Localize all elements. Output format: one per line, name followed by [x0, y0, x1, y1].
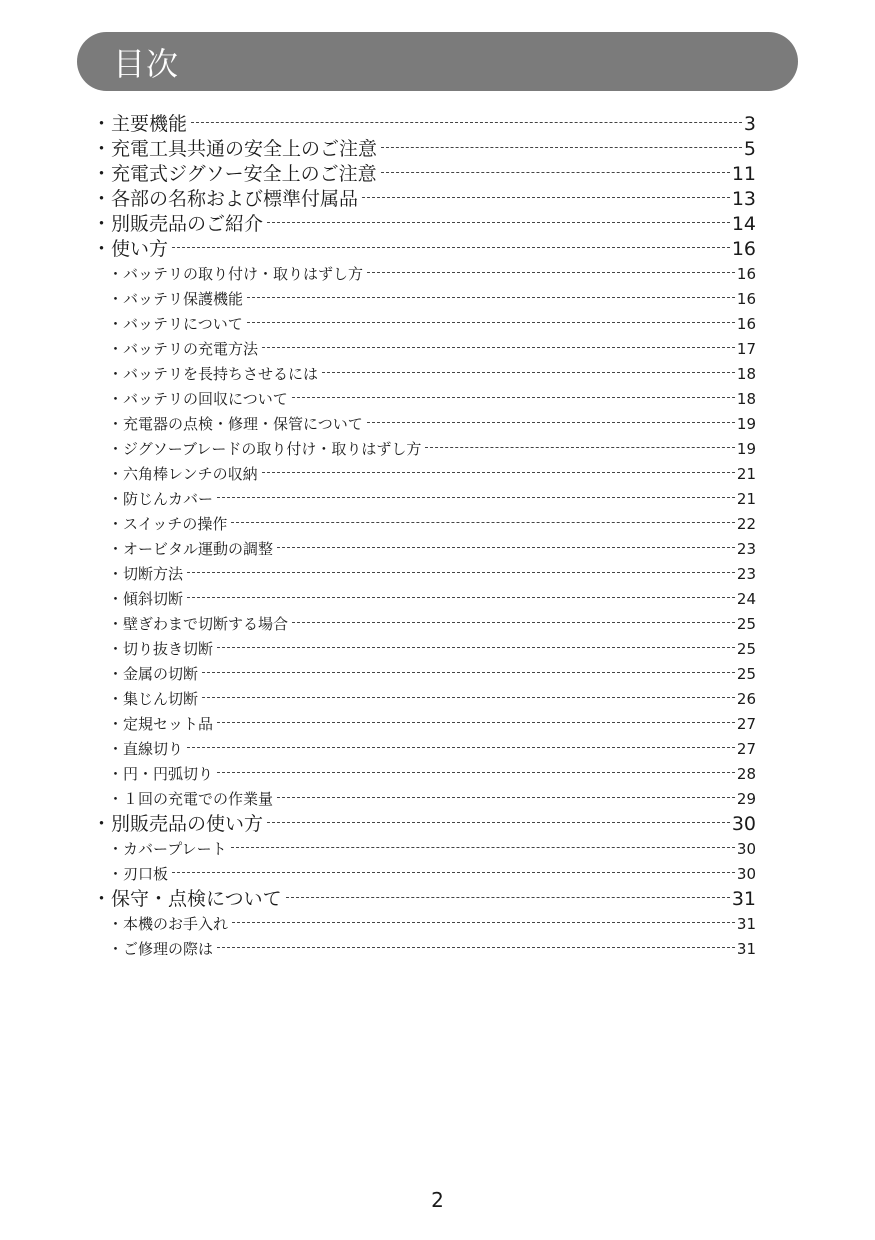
toc-leader-dashes	[262, 472, 735, 473]
toc-entry-page: 23	[736, 565, 756, 583]
toc-leader-dashes	[381, 172, 730, 173]
toc-subentry[interactable]	[92, 612, 756, 637]
toc-entry-label: ・防じんカバー	[108, 490, 214, 508]
toc-entry-page: 5	[743, 138, 756, 160]
toc-subentry[interactable]	[92, 487, 756, 512]
toc-leader-dashes	[267, 222, 730, 223]
toc-leader-dashes	[362, 197, 730, 198]
toc-leader-dashes	[187, 747, 735, 748]
toc-entry-page: 26	[736, 690, 756, 708]
toc-subentry[interactable]	[92, 437, 756, 462]
toc-leader-dashes	[367, 272, 735, 273]
toc-entry-label: ・スイッチの操作	[108, 515, 228, 533]
toc-entry-page: 30	[736, 840, 756, 858]
toc-entry-page: 19	[736, 415, 756, 433]
toc-leader-dashes	[262, 347, 735, 348]
title-bar	[77, 32, 798, 91]
toc-subentry[interactable]	[92, 737, 756, 762]
toc-entry-page: 29	[736, 790, 756, 808]
toc-leader-dashes	[232, 922, 735, 923]
toc-entry-page: 21	[736, 465, 756, 483]
toc-entry-page: 25	[736, 640, 756, 658]
toc-entry-label: ・別販売品の使い方	[92, 813, 264, 835]
toc-leader-dashes	[217, 647, 735, 648]
toc-entry-label: ・定規セット品	[108, 715, 214, 733]
toc-entry-page: 14	[731, 213, 756, 235]
toc-entry-label: ・切断方法	[108, 565, 184, 583]
toc-entry-page: 31	[731, 888, 756, 910]
toc-leader-dashes	[217, 722, 735, 723]
toc-subentry[interactable]	[92, 637, 756, 662]
toc-leader-dashes	[231, 522, 735, 523]
toc-entry-page: 18	[736, 365, 756, 383]
toc-entry-label: ・バッテリ保護機能	[108, 290, 244, 308]
toc-subentry[interactable]	[92, 312, 756, 337]
toc-entry[interactable]	[92, 187, 756, 212]
toc-entry-page: 17	[736, 340, 756, 358]
toc-leader-dashes	[247, 297, 735, 298]
toc-entry-label: ・六角棒レンチの収納	[108, 465, 258, 483]
toc-entry-page: 22	[736, 515, 756, 533]
toc-leader-dashes	[187, 572, 735, 573]
toc-subentry[interactable]	[92, 687, 756, 712]
toc-entry-page: 27	[736, 740, 756, 758]
toc-entry[interactable]	[92, 887, 756, 912]
toc-leader-dashes	[381, 147, 742, 148]
toc-entry-page: 23	[736, 540, 756, 558]
toc-entry-label: ・バッテリの回収について	[108, 390, 288, 408]
toc-entry-page: 16	[731, 238, 756, 260]
toc-leader-dashes	[217, 497, 735, 498]
toc-entry-page: 18	[736, 390, 756, 408]
toc-entry-page: 24	[736, 590, 756, 608]
toc-subentry[interactable]	[92, 512, 756, 537]
toc-entry-page: 31	[736, 915, 756, 933]
table-of-contents	[92, 112, 756, 962]
toc-entry[interactable]	[92, 812, 756, 837]
toc-entry-label: ・使い方	[92, 238, 169, 260]
toc-entry-page: 13	[731, 188, 756, 210]
toc-leader-dashes	[367, 422, 735, 423]
toc-subentry[interactable]	[92, 837, 756, 862]
toc-leader-dashes	[292, 622, 735, 623]
toc-entry-label: ・保守・点検について	[92, 888, 282, 910]
toc-leader-dashes	[277, 547, 735, 548]
toc-entry-page: 31	[736, 940, 756, 958]
toc-entry-page: 25	[736, 665, 756, 683]
toc-entry-label: ・傾斜切断	[108, 590, 184, 608]
toc-entry-label: ・主要機能	[92, 113, 188, 135]
toc-leader-dashes	[247, 322, 735, 323]
toc-entry-label: ・バッテリを長持ちさせるには	[108, 365, 319, 383]
toc-subentry[interactable]	[92, 362, 756, 387]
toc-leader-dashes	[202, 672, 735, 673]
toc-entry-label: ・充電器の点検・修理・保管について	[108, 415, 363, 433]
toc-entry-label: ・１回の充電での作業量	[108, 790, 274, 808]
toc-entry-label: ・カバープレート	[108, 840, 227, 858]
toc-entry[interactable]	[92, 112, 756, 137]
toc-subentry[interactable]	[92, 762, 756, 787]
toc-entry-page: 25	[736, 615, 756, 633]
toc-subentry[interactable]	[92, 537, 756, 562]
toc-leader-dashes	[277, 797, 735, 798]
toc-subentry[interactable]	[92, 662, 756, 687]
toc-leader-dashes	[286, 897, 730, 898]
toc-entry-label: ・集じん切断	[108, 690, 199, 708]
toc-leader-dashes	[187, 597, 735, 598]
toc-entry-label: ・ご修理の際は	[108, 940, 214, 958]
toc-entry-page: 16	[736, 315, 756, 333]
toc-entry-label: ・金属の切断	[108, 665, 199, 683]
toc-entry-page: 11	[731, 163, 756, 185]
toc-subentry[interactable]	[92, 912, 756, 937]
toc-leader-dashes	[172, 872, 735, 873]
toc-leader-dashes	[425, 447, 735, 448]
toc-entry-label: ・充電工具共通の安全上のご注意	[92, 138, 378, 160]
toc-entry-label: ・別販売品のご紹介	[92, 213, 264, 235]
toc-entry-label: ・バッテリの充電方法	[108, 340, 259, 358]
toc-leader-dashes	[217, 772, 735, 773]
toc-entry-label: ・刃口板	[108, 865, 169, 883]
toc-subentry[interactable]	[92, 562, 756, 587]
toc-entry-page: 30	[731, 813, 756, 835]
toc-subentry[interactable]	[92, 337, 756, 362]
toc-subentry[interactable]	[92, 462, 756, 487]
toc-entry-label: ・ジグソーブレードの取り付け・取りはずし方	[108, 440, 422, 458]
toc-entry-label: ・オービタル運動の調整	[108, 540, 274, 558]
toc-leader-dashes	[267, 822, 730, 823]
toc-entry[interactable]	[92, 212, 756, 237]
toc-leader-dashes	[322, 372, 735, 373]
toc-subentry[interactable]	[92, 262, 756, 287]
toc-subentry[interactable]	[92, 787, 756, 812]
toc-entry-label: ・本機のお手入れ	[108, 915, 229, 933]
toc-leader-dashes	[202, 697, 735, 698]
toc-entry-label: ・各部の名称および標準付属品	[92, 188, 359, 210]
toc-entry[interactable]	[92, 237, 756, 262]
page-number: 2	[431, 1188, 444, 1212]
toc-subentry[interactable]	[92, 287, 756, 312]
toc-subentry[interactable]	[92, 412, 756, 437]
toc-leader-dashes	[217, 947, 735, 948]
toc-subentry[interactable]	[92, 937, 756, 962]
toc-leader-dashes	[191, 122, 742, 123]
toc-entry-page: 19	[736, 440, 756, 458]
toc-entry-label: ・直線切り	[108, 740, 184, 758]
toc-entry[interactable]	[92, 137, 756, 162]
page-title: 目次	[113, 44, 180, 83]
toc-subentry[interactable]	[92, 862, 756, 887]
toc-leader-dashes	[172, 247, 730, 248]
toc-subentry[interactable]	[92, 587, 756, 612]
toc-entry-page: 21	[736, 490, 756, 508]
toc-entry-label: ・充電式ジグソー安全上のご注意	[92, 163, 377, 185]
toc-entry-page: 30	[736, 865, 756, 883]
toc-entry-page: 28	[736, 765, 756, 783]
toc-leader-dashes	[292, 397, 735, 398]
toc-entry-label: ・壁ぎわまで切断する場合	[108, 615, 289, 633]
toc-entry-label: ・円・円弧切り	[108, 765, 214, 783]
toc-subentry[interactable]	[92, 712, 756, 737]
toc-entry-label: ・バッテリについて	[108, 315, 243, 333]
toc-entry-page: 27	[736, 715, 756, 733]
toc-entry[interactable]	[92, 162, 756, 187]
toc-entry-page: 16	[736, 265, 756, 283]
toc-entry-page: 16	[736, 290, 756, 308]
toc-entry-label: ・切り抜き切断	[108, 640, 214, 658]
toc-entry-page: 3	[743, 113, 756, 135]
toc-subentry[interactable]	[92, 387, 756, 412]
toc-leader-dashes	[231, 847, 735, 848]
toc-entry-label: ・バッテリの取り付け・取りはずし方	[108, 265, 364, 283]
